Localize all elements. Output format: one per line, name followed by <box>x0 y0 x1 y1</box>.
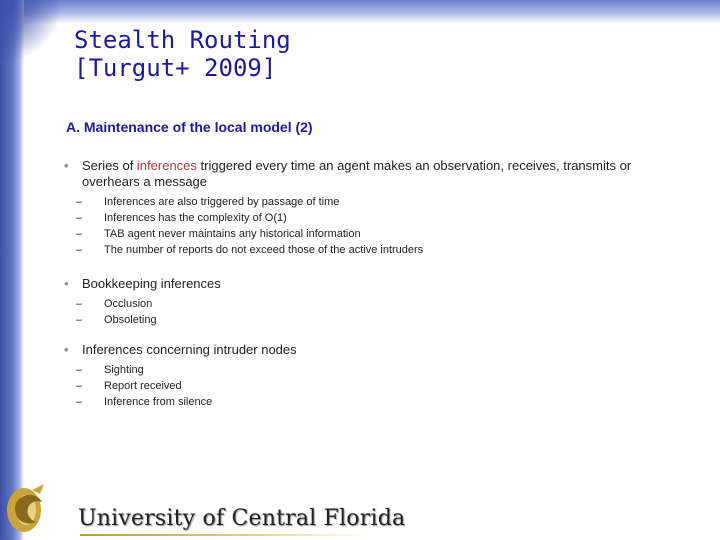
bullet-text-before: Series of <box>82 158 137 173</box>
title-line-2: [Turgut+ 2009] <box>74 54 277 82</box>
left-gradient-bar <box>0 0 24 540</box>
university-underline <box>80 534 370 536</box>
highlighted-term: inferences <box>136 158 197 173</box>
bullet-marker: • <box>64 342 69 357</box>
bullet-item <box>62 342 692 358</box>
bullet-text-after: triggered every time an agent makes an observation, receives, transmits or overhears a message <box>82 158 632 189</box>
dash-marker: – <box>76 244 83 256</box>
university-name: University of Central Florida <box>78 506 406 531</box>
sub-item-text: Report received <box>104 380 182 392</box>
dash-marker: – <box>76 314 83 326</box>
dash-marker: – <box>76 380 83 392</box>
ucf-pegasus-logo-icon <box>4 482 48 534</box>
sub-item <box>62 362 692 378</box>
sub-item-text: TAB agent never maintains any historical information <box>104 228 361 240</box>
sub-item-text: Sighting <box>104 364 144 376</box>
bullet-group-2 <box>62 276 692 328</box>
dash-marker: – <box>76 396 83 408</box>
sub-item <box>62 194 692 210</box>
bullet-marker: • <box>64 158 69 173</box>
sub-item-text: The number of reports do not exceed those of the active intruders <box>104 244 424 256</box>
sub-item-text: Inference from silence <box>104 396 213 408</box>
slide-title <box>74 26 291 82</box>
sub-item <box>62 242 692 258</box>
bullet-group-1 <box>62 158 692 258</box>
bullet-text: Bookkeeping inferences <box>82 276 221 291</box>
sub-item-text: Inferences has the complexity of O(1) <box>104 212 287 224</box>
sub-item <box>62 296 692 312</box>
corner-decoration <box>0 0 60 60</box>
sub-item <box>62 226 692 242</box>
slide-subtitle: A. Maintenance of the local model (2) <box>66 119 313 135</box>
title-line-1: Stealth Routing <box>74 26 291 54</box>
slide-footer <box>0 470 720 540</box>
dash-marker: – <box>76 298 83 310</box>
top-gradient-bar <box>0 0 720 24</box>
slide-content <box>62 158 692 424</box>
sub-item <box>62 378 692 394</box>
sub-item <box>62 210 692 226</box>
sub-item-text: Inferences are also triggered by passage of time <box>104 196 340 208</box>
sub-item-text: Occlusion <box>104 298 153 310</box>
bullet-marker: • <box>64 276 69 291</box>
dash-marker: – <box>76 196 83 208</box>
bullet-item <box>62 158 692 190</box>
sub-list <box>62 296 692 328</box>
sub-item-text: Obsoleting <box>104 314 157 326</box>
sub-item <box>62 312 692 328</box>
bullet-group-3 <box>62 342 692 410</box>
dash-marker: – <box>76 364 83 376</box>
bullet-item <box>62 276 692 292</box>
dash-marker: – <box>76 228 83 240</box>
sub-list <box>62 194 692 258</box>
sub-list <box>62 362 692 410</box>
bullet-text: Inferences concerning intruder nodes <box>82 342 297 357</box>
sub-item <box>62 394 692 410</box>
dash-marker: – <box>76 212 83 224</box>
